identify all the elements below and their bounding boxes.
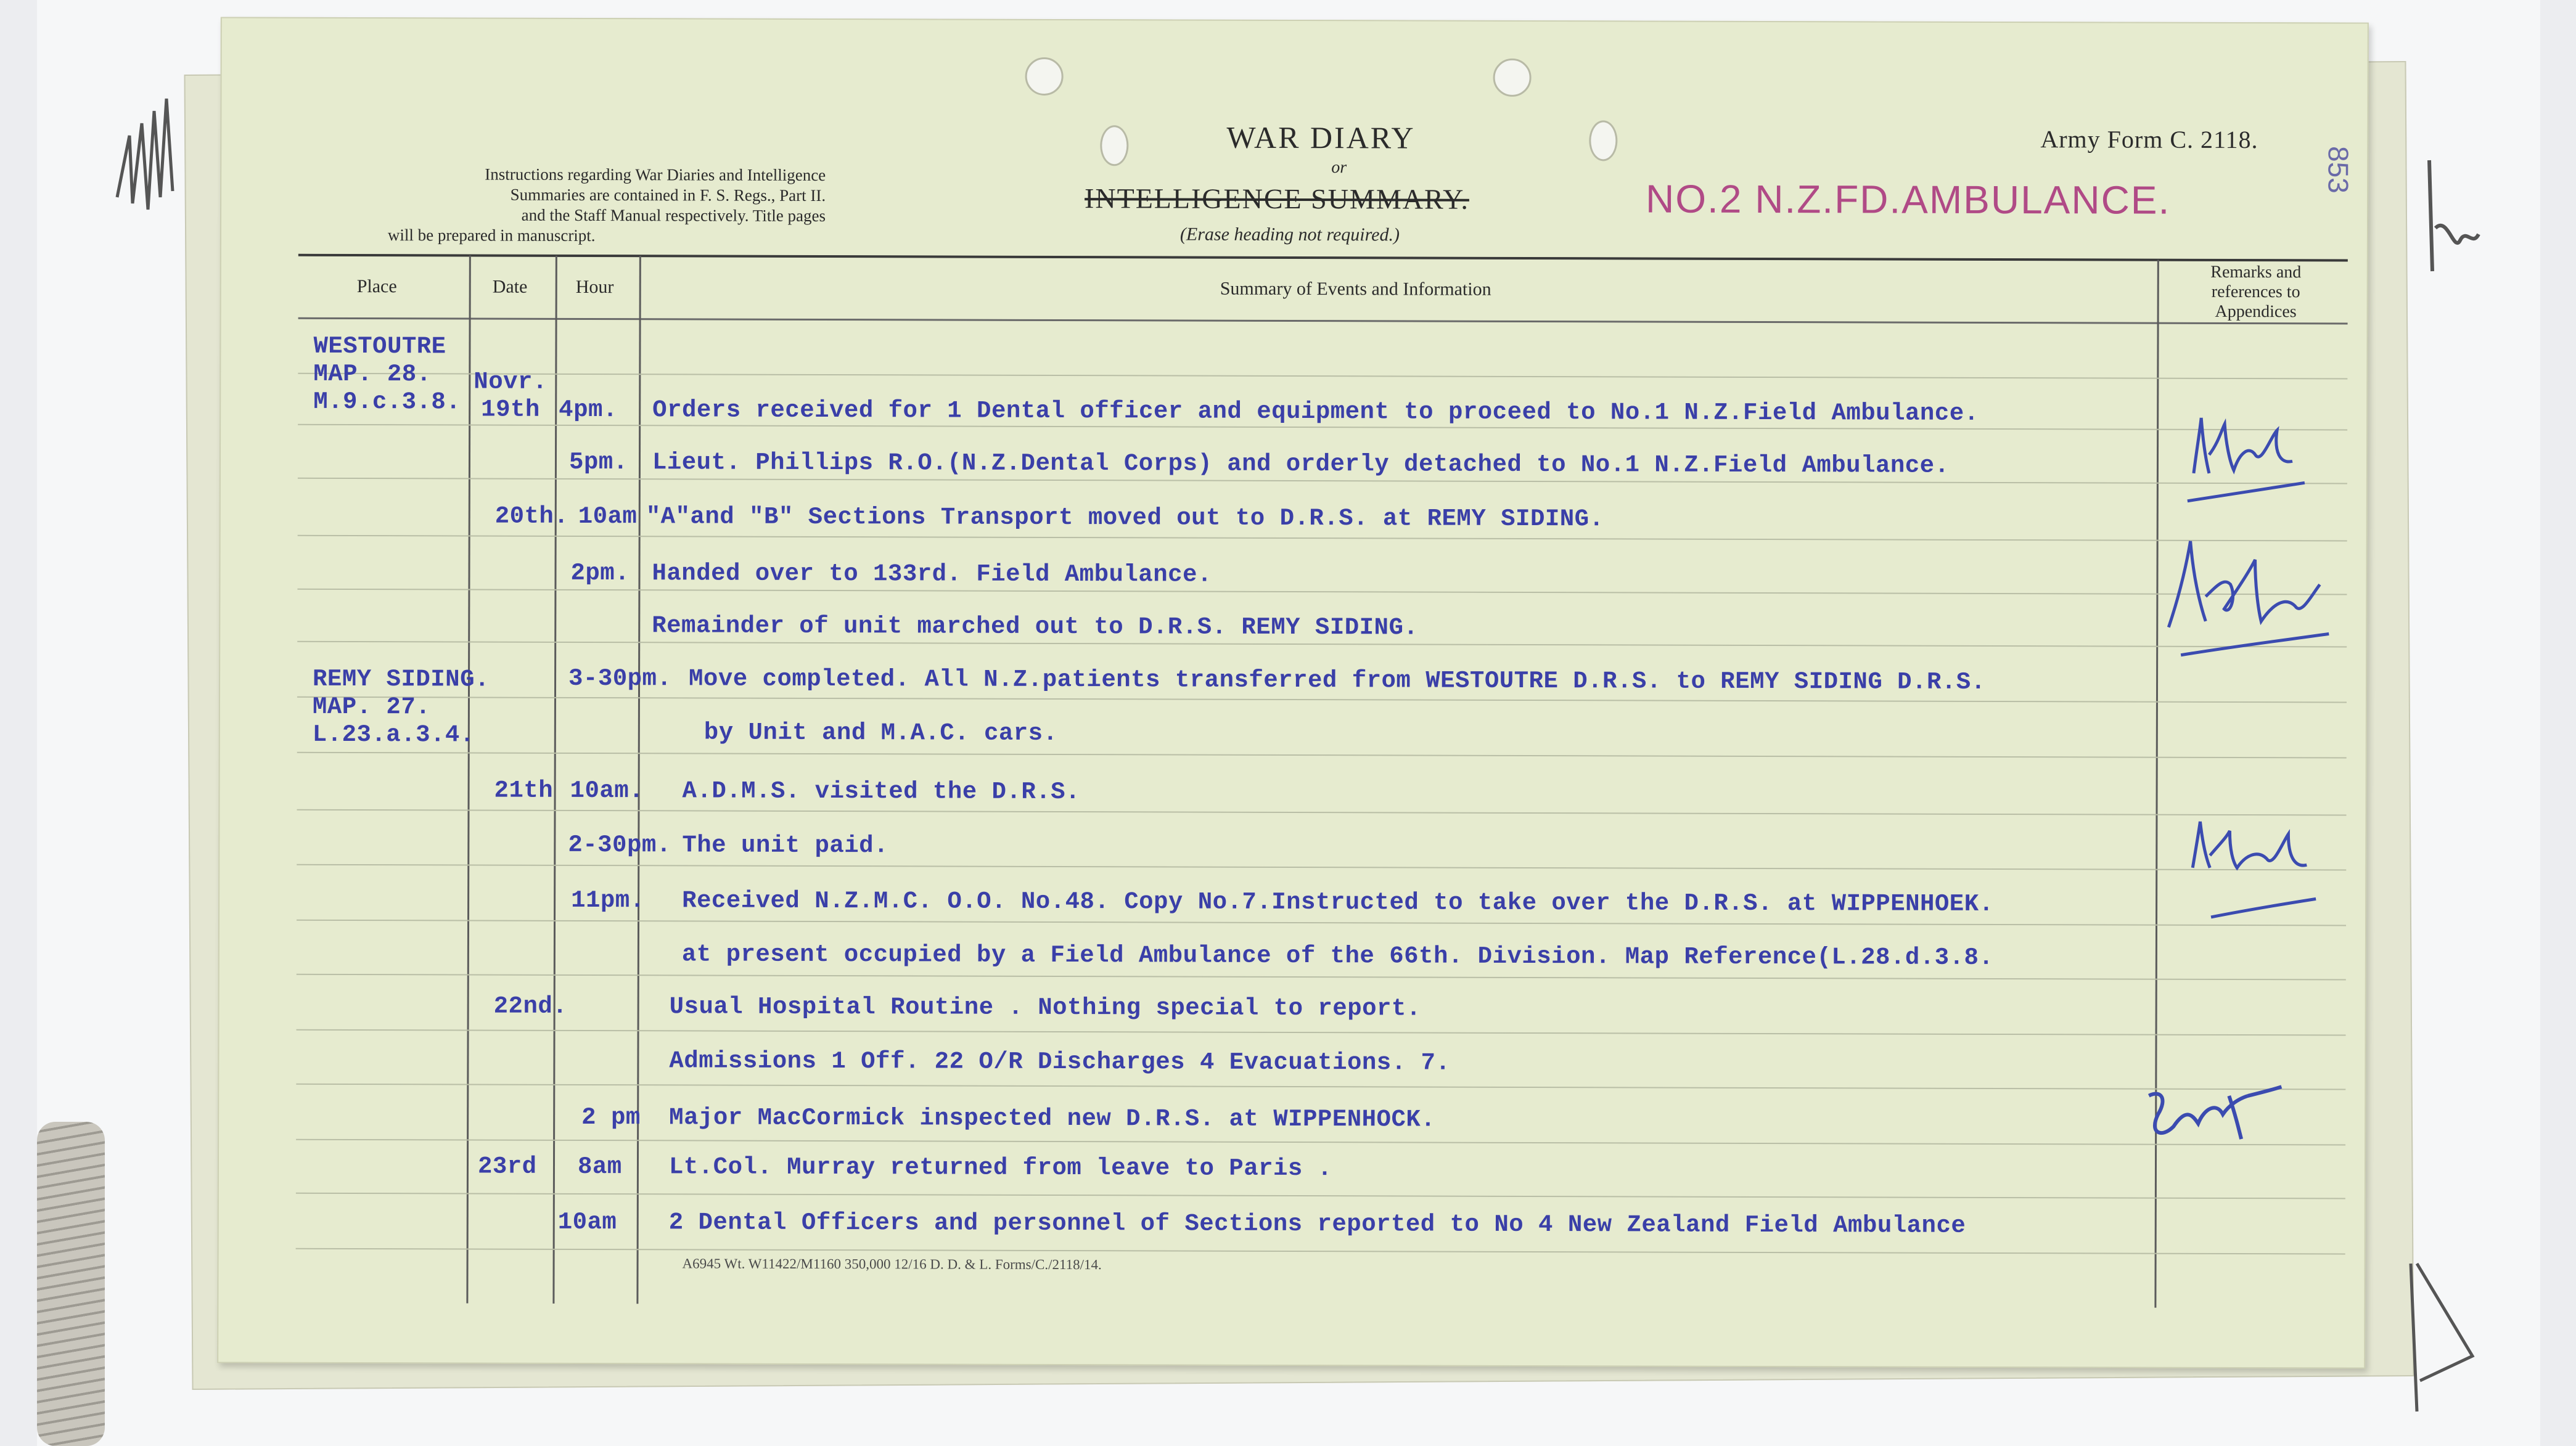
column-header-summary: Summary of Events and Information bbox=[1220, 278, 1491, 300]
ruled-line bbox=[296, 1193, 2345, 1199]
entry-text: A.D.M.S. visited the D.R.S. bbox=[682, 777, 1081, 806]
remarks-header-line: Appendices bbox=[2215, 301, 2297, 322]
entry-text: Usual Hospital Routine . Nothing special to report. bbox=[669, 993, 1421, 1023]
instructions-line: Instructions regarding War Diaries and Intelligence bbox=[485, 165, 826, 185]
punch-hole bbox=[1589, 120, 1617, 161]
entry-hour: 5pm. bbox=[568, 448, 628, 476]
table-header-rule bbox=[298, 317, 2348, 325]
entry-date: 23rd bbox=[477, 1153, 537, 1180]
ruled-line bbox=[297, 1029, 2346, 1036]
entry-hour: 2pm. bbox=[570, 559, 630, 587]
ruled-line bbox=[297, 752, 2347, 759]
instructions-line: Summaries are contained in F. S. Regs., Part II. bbox=[510, 185, 826, 205]
place-grid-ref: M.9.c.3.8. bbox=[313, 388, 461, 416]
month-label: Novr. bbox=[474, 368, 548, 396]
entry-hour: 10am. bbox=[570, 777, 644, 805]
erase-note: (Erase heading not required.) bbox=[1179, 224, 1400, 245]
ruled-line bbox=[298, 535, 2347, 542]
place-grid-ref: L.23.a.3.4. bbox=[312, 721, 475, 749]
unit-stamp: NO.2 N.Z.FD.AMBULANCE. bbox=[1646, 176, 2171, 223]
entry-text: Received N.Z.M.C. O.O. No.48. Copy No.7.Instructed to take over the D.R.S. at WIPPENHOEK. bbox=[682, 887, 1994, 918]
page-title: WAR DIARY bbox=[1226, 120, 1416, 155]
table-top-rule bbox=[298, 254, 2348, 262]
place-name: WESTOUTRE bbox=[313, 332, 446, 361]
column-header-date: Date bbox=[492, 276, 528, 297]
column-header-remarks bbox=[2164, 263, 2348, 322]
instructions-block bbox=[345, 164, 826, 247]
remarks-header-line: Remarks and bbox=[2210, 262, 2302, 282]
entry-text: at present occupied by a Field Ambulance of the 66th. Division. Map Reference(L.28.d.3.8. bbox=[681, 941, 1994, 971]
entry-date: 22nd. bbox=[493, 992, 568, 1020]
army-form-label: Army Form C. 2118. bbox=[2040, 125, 2258, 154]
entry-hour: 10am bbox=[578, 502, 638, 531]
punch-hole bbox=[1100, 125, 1128, 166]
place-map: MAP. 28. bbox=[313, 360, 432, 388]
entry-text: Lieut. Phillips R.O.(N.Z.Dental Corps) and orderly detached to No.1 N.Z.Field Ambulance. bbox=[652, 449, 1950, 480]
entry-text: Remainder of unit marched out to D.R.S. REMY SIDING. bbox=[652, 612, 1419, 642]
war-diary-page bbox=[217, 17, 2369, 1368]
entry-hour: 11pm. bbox=[571, 886, 645, 915]
entry-text: Admissions 1 Off. 22 O/R Discharges 4 Evacuations. 7. bbox=[669, 1047, 1451, 1077]
signature-initials bbox=[2144, 517, 2348, 677]
instructions-line: will be prepared in manuscript. bbox=[387, 226, 596, 245]
page-subtitle: INTELLIGENCE SUMMARY. bbox=[1085, 182, 1469, 215]
ruled-line bbox=[297, 696, 2347, 703]
entry-hour: 2 pm bbox=[581, 1103, 641, 1132]
column-divider bbox=[466, 255, 470, 1303]
entry-text: Move completed. All N.Z.patients transferred from WESTOUTRE D.R.S. to REMY SIDING D.R.S. bbox=[688, 665, 1986, 696]
entry-text: Handed over to 133rd. Field Ambulance. bbox=[652, 560, 1212, 589]
entry-hour: 3-30pm. bbox=[568, 664, 672, 693]
entry-hour: 2-30pm. bbox=[568, 831, 671, 859]
title-or: or bbox=[1331, 158, 1347, 178]
ruled-line bbox=[296, 1248, 2345, 1255]
place-name: REMY SIDING. bbox=[312, 665, 490, 693]
entry-text: 2 Dental Officers and personnel of Sections reported to No 4 New Zealand Field Ambulance bbox=[668, 1209, 1966, 1240]
entry-text: Orders received for 1 Dental officer and equipment to proceed to No.1 N.Z.Field Ambulance. bbox=[652, 396, 1979, 427]
ruled-line bbox=[298, 478, 2347, 484]
entry-text: Major MacCormick inspected new D.R.S. at WIPPENHOCK. bbox=[669, 1104, 1436, 1134]
place-map: MAP. 27. bbox=[312, 693, 431, 721]
column-header-hour: Hour bbox=[575, 276, 614, 298]
ruled-line bbox=[297, 920, 2346, 926]
pencil-marks bbox=[2398, 1257, 2491, 1418]
entry-text: by Unit and M.A.C. cars. bbox=[703, 719, 1058, 748]
form-footer: A6945 Wt. W11422/M1160 350,000 12/16 D. D. & L. Forms/C./2118/14. bbox=[682, 1256, 1102, 1273]
binding-string bbox=[37, 1122, 105, 1446]
ruled-line bbox=[296, 1139, 2345, 1146]
entry-hour: 8am bbox=[577, 1153, 622, 1181]
entry-text: Lt.Col. Murray returned from leave to Paris . bbox=[668, 1153, 1332, 1183]
entry-hour: 4pm. bbox=[559, 396, 618, 424]
entry-date: 19th bbox=[481, 396, 540, 423]
ruled-line bbox=[298, 373, 2347, 380]
entry-date: 21th bbox=[494, 777, 554, 804]
column-header-place: Place bbox=[356, 276, 397, 297]
instructions-line: and the Staff Manual respectively. Title pages bbox=[521, 205, 826, 226]
entry-hour: 10am bbox=[557, 1208, 617, 1236]
column-divider bbox=[552, 256, 557, 1304]
folio-number: 853 bbox=[2322, 145, 2355, 194]
ruled-line bbox=[297, 809, 2346, 816]
pencil-marks bbox=[105, 74, 191, 222]
ruled-line bbox=[297, 864, 2346, 871]
signature-scrawl bbox=[2124, 1071, 2284, 1164]
punch-hole bbox=[1025, 57, 1064, 96]
pencil-marks bbox=[2417, 154, 2491, 277]
ruled-line bbox=[297, 641, 2347, 648]
entry-text: "A"and "B" Sections Transport moved out to D.R.S. at REMY SIDING. bbox=[646, 503, 1604, 533]
ruled-line bbox=[297, 974, 2346, 981]
ruled-line bbox=[296, 1084, 2345, 1090]
entry-date: 20th. bbox=[494, 502, 569, 530]
ruled-line bbox=[297, 589, 2347, 595]
remarks-header-line: references to bbox=[2211, 282, 2300, 302]
signature-initials bbox=[2163, 393, 2324, 517]
punch-hole bbox=[1493, 59, 1532, 97]
signature-initials bbox=[2168, 800, 2329, 924]
entry-text: The unit paid. bbox=[682, 831, 889, 860]
